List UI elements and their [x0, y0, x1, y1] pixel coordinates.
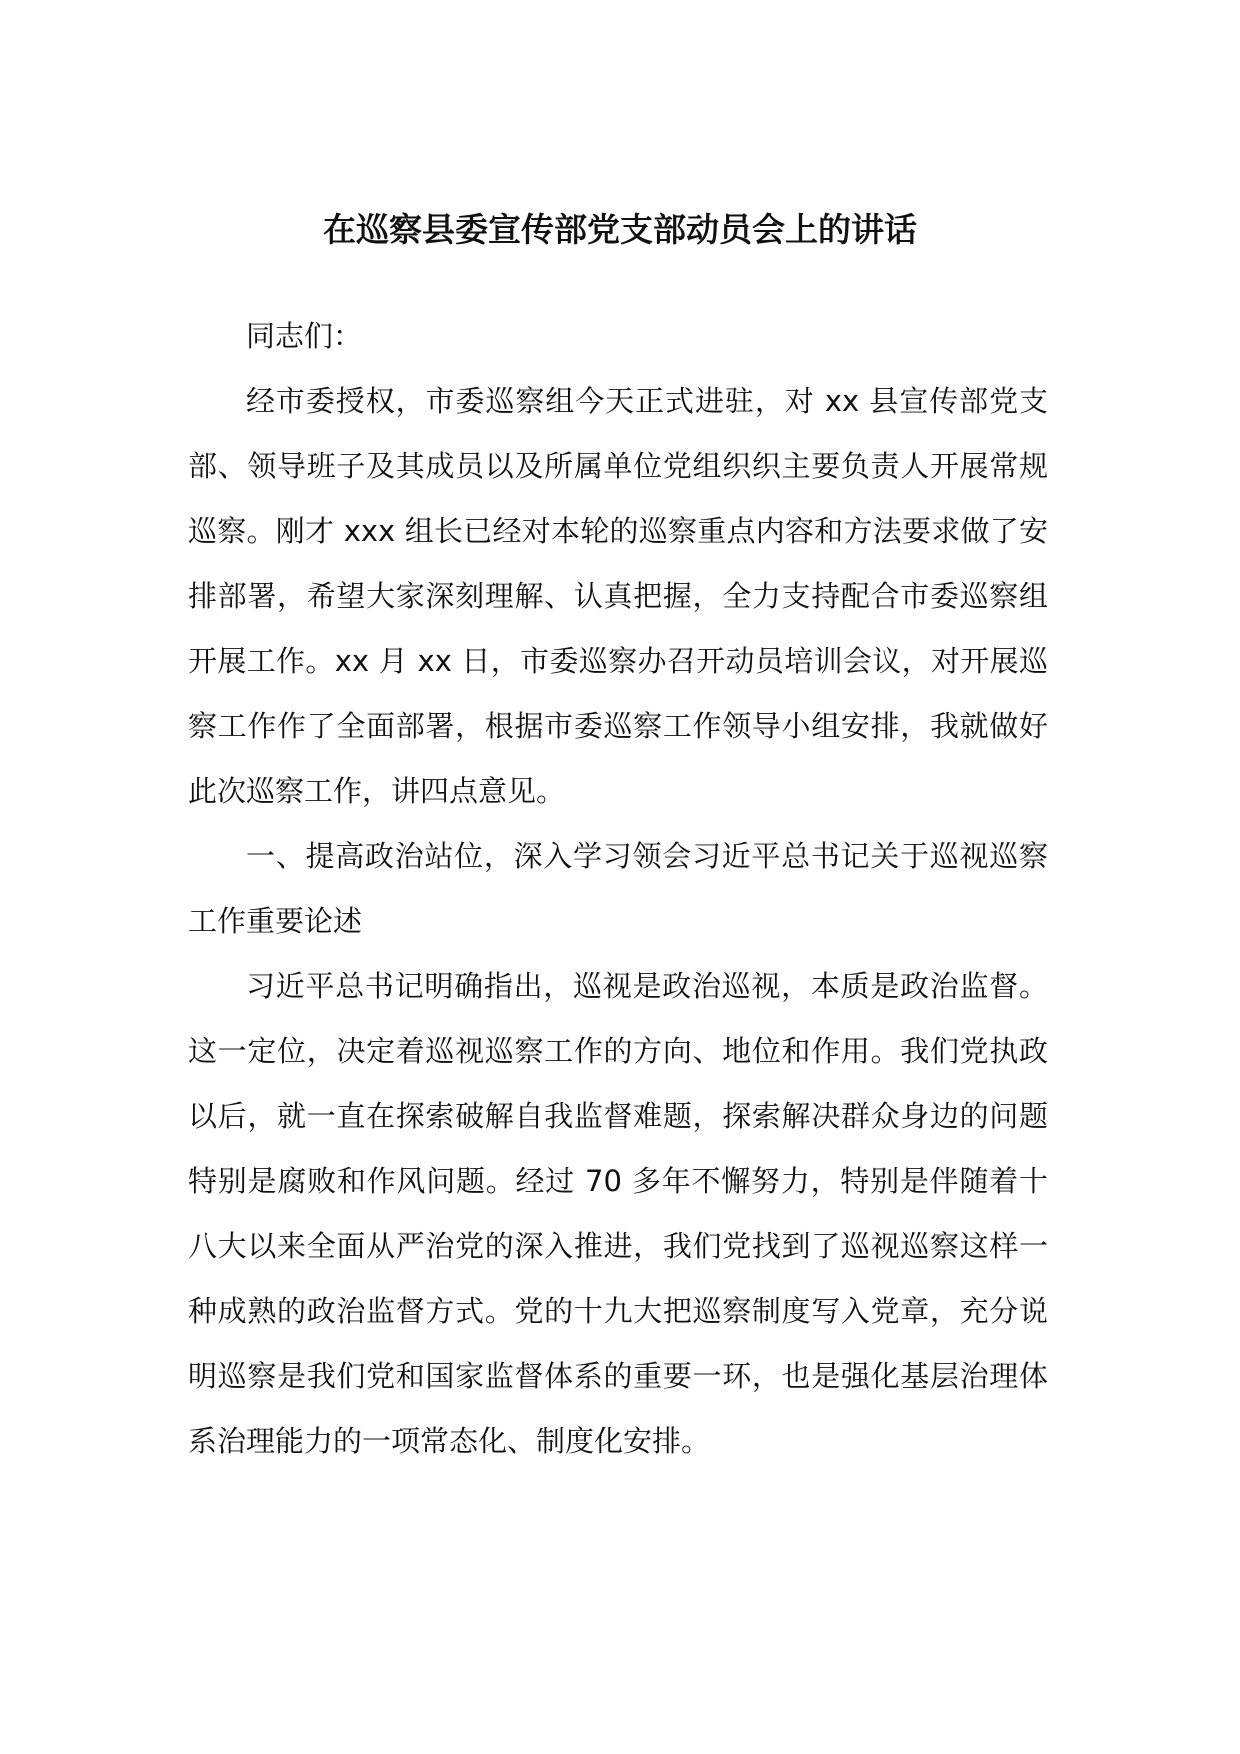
document-title: 在巡察县委宣传部党支部动员会上的讲话 [323, 210, 917, 249]
document-body [188, 304, 1048, 1474]
section-1-paragraph: 习近平总书记明确指出，巡视是政治巡视，本质是政治监督。这一定位，决定着巡视巡察工作的方向、地位和作用。我们党执政以后，就一直在探索破解自我监督难题，探索解决群众身边的问题特别是腐败和作风问题。经过 70 多年不懈努力，特别是伴随着十八大以来全面从严治党的深入推进，我们党找到了巡视巡察这样一种成熟的政治监督方式。党的十九大把巡察制度写入党章，充分说明巡察是我们党和国家监督体系的重要一环，也是强化基层治理体系治理能力的一项常态化、制度化安排。 [188, 969, 1048, 1458]
section-heading-1: 一、提高政治站位，深入学习领会习近平总书记关于巡视巡察工作重要论述 [188, 839, 1048, 938]
salutation-paragraph: 同志们： [246, 319, 363, 353]
intro-paragraph: 经市委授权，市委巡察组今天正式进驻，对 xx 县宣传部党支部、领导班子及其成员以及所属单位党组织织主要负责人开展常规巡察。刚才 xxx 组长已经对本轮的巡察重点内容和方法要求做了安排部署，希望大家深刻理解、认真把握，全力支持配合市委巡察组开展工作。xx 月 xx 日，市委巡察办召开动员培训会议，对开展巡察工作作了全面部署，根据市委巡察工作领导小组安排，我就做好此次巡察工作，讲四点意见。 [188, 384, 1048, 808]
